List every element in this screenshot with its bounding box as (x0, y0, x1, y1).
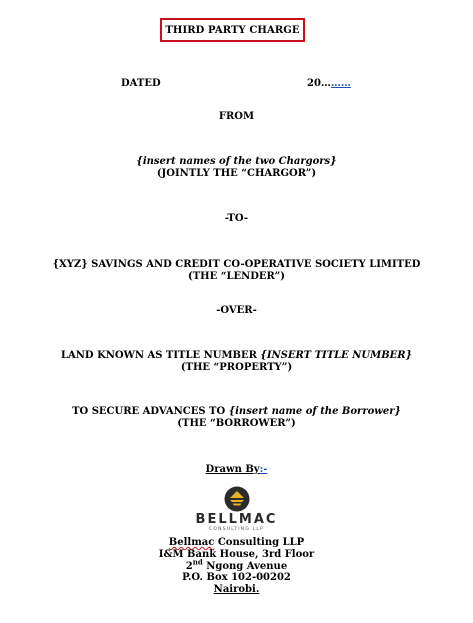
address-street-num: 2 (185, 561, 193, 572)
over-label: -OVER- (216, 305, 257, 316)
property-role: (THE “PROPERTY”) (180, 362, 293, 373)
chargor-names-text: {insert names of the two Chargors} (136, 156, 337, 167)
lender-role: (THE “LENDER”) (187, 271, 285, 282)
property-line (0, 350, 473, 362)
property-prefix: LAND KNOWN AS TITLE NUMBER (60, 350, 261, 361)
document-title: THIRD PARTY CHARGE (165, 24, 300, 36)
bellmac-emblem-icon (224, 486, 250, 512)
address-firm-rest: Consulting LLP (214, 537, 305, 548)
address-city-text: Nairobi. (213, 584, 260, 595)
address-city (0, 584, 473, 596)
address-firm-first: Bellmac (168, 537, 215, 548)
bellmac-logo (0, 486, 473, 532)
dated-year-dots: …… (330, 78, 351, 89)
borrower-placeholder: {insert name of the Borrower} (228, 406, 401, 417)
chargor-role: (JOINTLY THE “CHARGOR”) (156, 168, 317, 179)
chargor-names (0, 156, 473, 168)
dated-label: DATED (121, 78, 161, 89)
address-building: I&M Bank House, 3rd Floor (158, 549, 315, 560)
logo-wordmark: BELLMAC (195, 512, 278, 527)
dated-year-prefix: 20… (307, 78, 331, 89)
drawn-by-suffix: :- (259, 464, 268, 475)
address-firm (0, 537, 473, 549)
to-label: -TO- (224, 213, 249, 224)
address-street-sup: nd (192, 557, 203, 567)
drawn-by-label: Drawn By (205, 464, 260, 475)
from-label: FROM (218, 111, 255, 122)
borrower-prefix: TO SECURE ADVANCES TO (72, 406, 229, 417)
title-box (160, 18, 305, 42)
address-street-rest: Ngong Avenue (202, 561, 288, 572)
dated-year (307, 78, 351, 89)
property-placeholder: {INSERT TITLE NUMBER} (260, 350, 413, 361)
borrower-role: (THE “BORROWER”) (177, 418, 296, 429)
borrower-line (0, 406, 473, 418)
drawn-by (0, 464, 473, 476)
address-po-box: P.O. Box 102-00202 (182, 572, 291, 583)
lender-name: {XYZ} SAVINGS AND CREDIT CO-OPERATIVE SOCIETY LIMITED (52, 259, 421, 270)
logo-subtitle: CONSULTING LLP (209, 527, 264, 532)
